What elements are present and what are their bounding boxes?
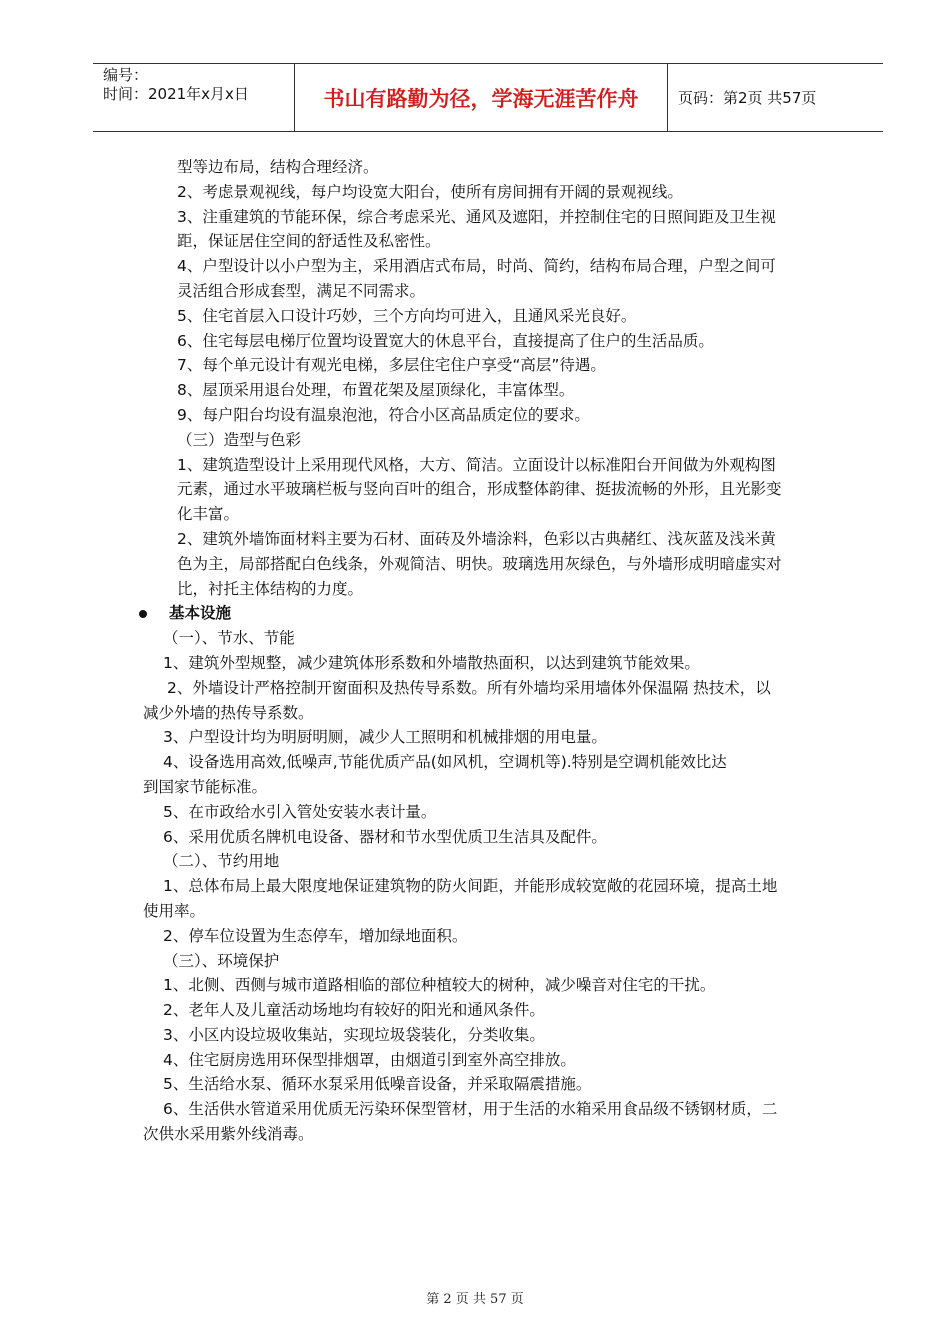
paragraph-line: 3、注重建筑的节能环保，综合考虑采光、通风及遮阳，并控制住宅的日照间距及卫生视 (177, 207, 776, 226)
header-meta (93, 64, 295, 131)
paragraph-line: （一）、节水、节能 (163, 629, 295, 648)
paragraph-line: 使用率。 (143, 901, 206, 920)
paragraph-line: 4、住宅厨房选用环保型排烟罩，由烟道引到室外高空排放。 (163, 1050, 576, 1069)
paragraph-line: 2、考虑景观视线，每户均设宽大阳台，使所有房间拥有开阔的景观视线。 (177, 182, 683, 201)
time-label: 时间：2021年x月x日 (103, 85, 249, 103)
paragraph-line: 3、小区内设垃圾收集站，实现垃圾袋装化，分类收集。 (163, 1025, 545, 1044)
header-motto-cell (295, 64, 668, 131)
section-heading (139, 601, 843, 626)
paragraph-line: 到国家节能标准。 (143, 777, 268, 796)
paragraph-line: 5、住宅首层入口设计巧妙，三个方向均可进入，且通风采光良好。 (177, 306, 637, 325)
motto: 书山有路勤为径，学海无涯苦作舟 (323, 85, 639, 111)
paragraph-line: 4、设备选用高效,低噪声,节能优质产品(如风机，空调机等).特别是空调机能效比达 (163, 753, 727, 772)
page-code: 页码：第2页 共57页 (678, 89, 817, 107)
page-footer: 第 2 页 共 57 页 (426, 1292, 524, 1307)
paragraph-line: 6、采用优质名牌机电设备、器材和节水型优质卫生洁具及配件。 (163, 827, 607, 846)
paragraph-line: （二）、节约用地 (163, 852, 280, 871)
paragraph-line: 2、外墙设计严格控制开窗面积及热传导系数。所有外墙均采用墙体外保温隔 热技术，以 (167, 678, 771, 697)
paragraph-line: 距，保证居住空间的舒适性及私密性。 (177, 232, 441, 251)
paragraph-line: 1、总体布局上最大限度地保证建筑物的防火间距，并能形成较宽敞的花园环境，提高土地 (163, 877, 778, 896)
paragraph-line: 4、户型设计以小户型为主，采用酒店式布局，时尚、简约，结构布局合理，户型之间可 (177, 257, 776, 276)
paragraph-line: 色为主，局部搭配白色线条，外观简洁、明快。玻璃选用灰绿色，与外墙形成明暗虚实对 (177, 554, 782, 573)
bullet-icon (139, 610, 147, 618)
paragraph-line: （三）、环境保护 (163, 951, 280, 970)
paragraph-line: （三）造型与色彩 (177, 430, 302, 449)
paragraph-line: 2、建筑外墙饰面材料主要为石材、面砖及外墙涂料，色彩以古典赭红、浅灰蓝及浅米黄 (177, 529, 776, 548)
paragraph-line: 7、每个单元设计有观光电梯，多层住宅住户享受“高层”待遇。 (177, 356, 606, 375)
paragraph-line: 型等边布局，结构合理经济。 (177, 158, 379, 176)
paragraph-line: 比，衬托主体结构的力度。 (177, 579, 364, 598)
paragraph-line: 6、生活供水管道采用优质无污染环保型管材，用于生活的水箱采用食品级不锈钢材质，二 (163, 1100, 778, 1119)
paragraph-line: 化丰富。 (177, 505, 240, 524)
paragraph-line: 8、屋顶采用退台处理，布置花架及屋顶绿化，丰富体型。 (177, 381, 575, 400)
paragraph-line: 次供水采用紫外线消毒。 (143, 1125, 314, 1144)
number-label: 编号： (103, 66, 149, 84)
paragraph-line: 9、每户阳台均设有温泉泡池，符合小区高品质定位的要求。 (177, 405, 590, 424)
paragraph-line: 2、老年人及儿童活动场地均有较好的阳光和通风条件。 (163, 1001, 545, 1020)
paragraph-line: 5、在市政给水引入管处安装水表计量。 (163, 802, 437, 821)
paragraph-line: 3、户型设计均为明厨明厕，减少人工照明和机械排烟的用电量。 (163, 728, 607, 747)
paragraph-line: 5、生活给水泵、循环水泵采用低噪音设备，并采取隔震措施。 (163, 1075, 592, 1094)
paragraph-line: 1、北侧、西侧与城市道路相临的部位种植较大的树种，减少噪音对住宅的干扰。 (163, 976, 716, 995)
paragraph-line: 1、建筑造型设计上采用现代风格，大方、简洁。立面设计以标准阳台开间做为外观构图 (177, 455, 776, 474)
paragraph-line: 1、建筑外型规整，减少建筑体形系数和外墙散热面积，以达到建筑节能效果。 (163, 653, 700, 672)
document-body (143, 155, 843, 1147)
page-header (93, 63, 883, 132)
paragraph-line: 6、住宅每层电梯厅位置均设置宽大的休息平台，直接提高了住户的生活品质。 (177, 331, 714, 350)
paragraph-line: 灵活组合形成套型，满足不同需求。 (177, 281, 426, 300)
section-heading-text: 基本设施 (169, 604, 232, 623)
paragraph-line: 减少外墙的热传导系数。 (143, 703, 314, 722)
paragraph-line: 元素，通过水平玻璃栏板与竖向百叶的组合，形成整体韵律、挺拔流畅的外形，且光影变 (177, 480, 782, 499)
paragraph-line: 2、停车位设置为生态停车，增加绿地面积。 (163, 926, 468, 945)
